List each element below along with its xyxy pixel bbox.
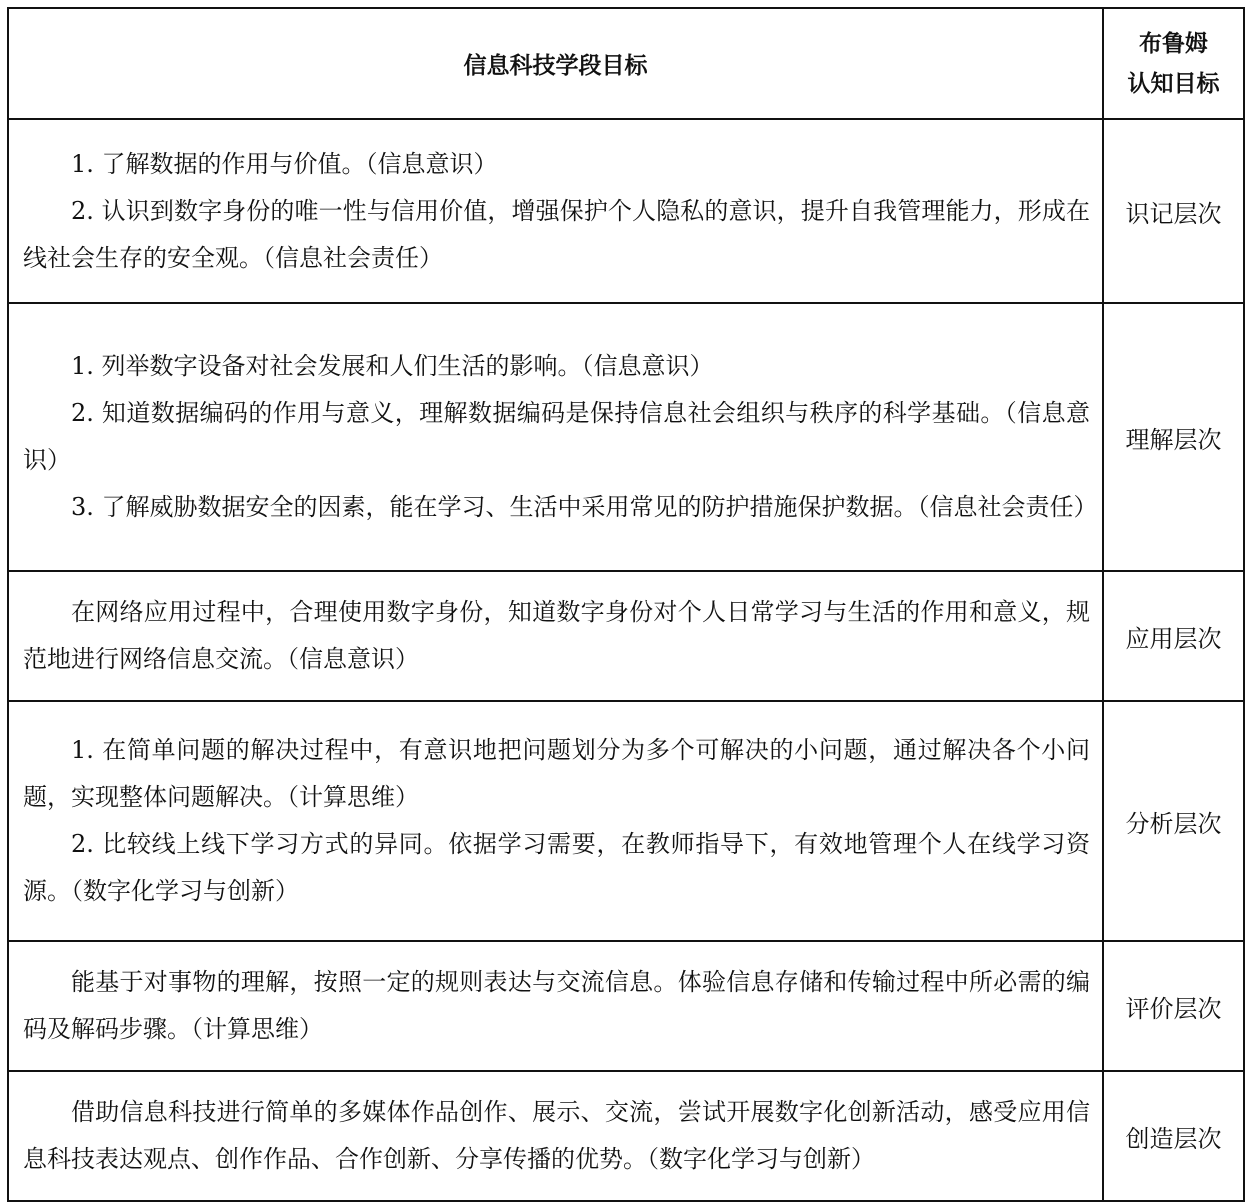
- goal-cell: [8, 303, 1103, 571]
- table-row: [8, 1071, 1244, 1201]
- table-row: [8, 303, 1244, 571]
- table-row: [8, 571, 1244, 701]
- level-cell: 创造层次: [1103, 1071, 1244, 1201]
- level-cell: 分析层次: [1103, 701, 1244, 941]
- level-cell: 理解层次: [1103, 303, 1244, 571]
- level-cell: 识记层次: [1103, 119, 1244, 303]
- goal-item: 2. 比较线上线下学习方式的异同。依据学习需要，在教师指导下，有效地管理个人在线学习资源。（数字化学习与创新）: [23, 830, 1090, 905]
- level-cell: 评价层次: [1103, 941, 1244, 1071]
- goal-item: 借助信息科技进行简单的多媒体作品创作、展示、交流，尝试开展数字化创新活动，感受应用信息科技表达观点、创作作品、合作创新、分享传播的优势。（数字化学习与创新）: [23, 1098, 1090, 1173]
- goal-cell: [8, 119, 1103, 303]
- table-header-row: [8, 8, 1244, 119]
- goal-item: 3. 了解威胁数据安全的因素，能在学习、生活中采用常见的防护措施保护数据。（信息社会责任）: [71, 493, 1098, 521]
- table-row: [8, 119, 1244, 303]
- goal-item: 能基于对事物的理解，按照一定的规则表达与交流信息。体验信息存储和传输过程中所必需的编码及解码步骤。（计算思维）: [23, 968, 1090, 1043]
- goal-item: 在网络应用过程中，合理使用数字身份，知道数字身份对个人日常学习与生活的作用和意义，规范地进行网络信息交流。（信息意识）: [23, 598, 1090, 673]
- goal-item: 2. 认识到数字身份的唯一性与信用价值，增强保护个人隐私的意识，提升自我管理能力，形成在线社会生存的安全观。（信息社会责任）: [23, 196, 1090, 272]
- goal-item: 1. 列举数字设备对社会发展和人们生活的影响。（信息意识）: [71, 352, 714, 380]
- level-header-line-1: 布鲁姆: [1139, 30, 1208, 57]
- table-row: [8, 701, 1244, 941]
- level-column-header: [1103, 8, 1244, 119]
- goal-cell: [8, 941, 1103, 1071]
- goals-table-container: [7, 7, 1243, 1202]
- goal-cell: [8, 701, 1103, 941]
- goal-cell: [8, 571, 1103, 701]
- goal-item: 1. 在简单问题的解决过程中，有意识地把问题划分为多个可解决的小问题，通过解决各个小问题，实现整体问题解决。（计算思维）: [23, 736, 1090, 811]
- goal-column-header: 信息科技学段目标: [8, 8, 1103, 119]
- goal-item: 1. 了解数据的作用与价值。（信息意识）: [71, 149, 498, 178]
- goal-cell: [8, 1071, 1103, 1201]
- goal-item: 2. 知道数据编码的作用与意义，理解数据编码是保持信息社会组织与秩序的科学基础。（信息意识）: [23, 399, 1090, 474]
- level-cell: 应用层次: [1103, 571, 1244, 701]
- level-header-line-2: 认知目标: [1127, 70, 1220, 97]
- table-row: [8, 941, 1244, 1071]
- goals-table: [7, 7, 1245, 1202]
